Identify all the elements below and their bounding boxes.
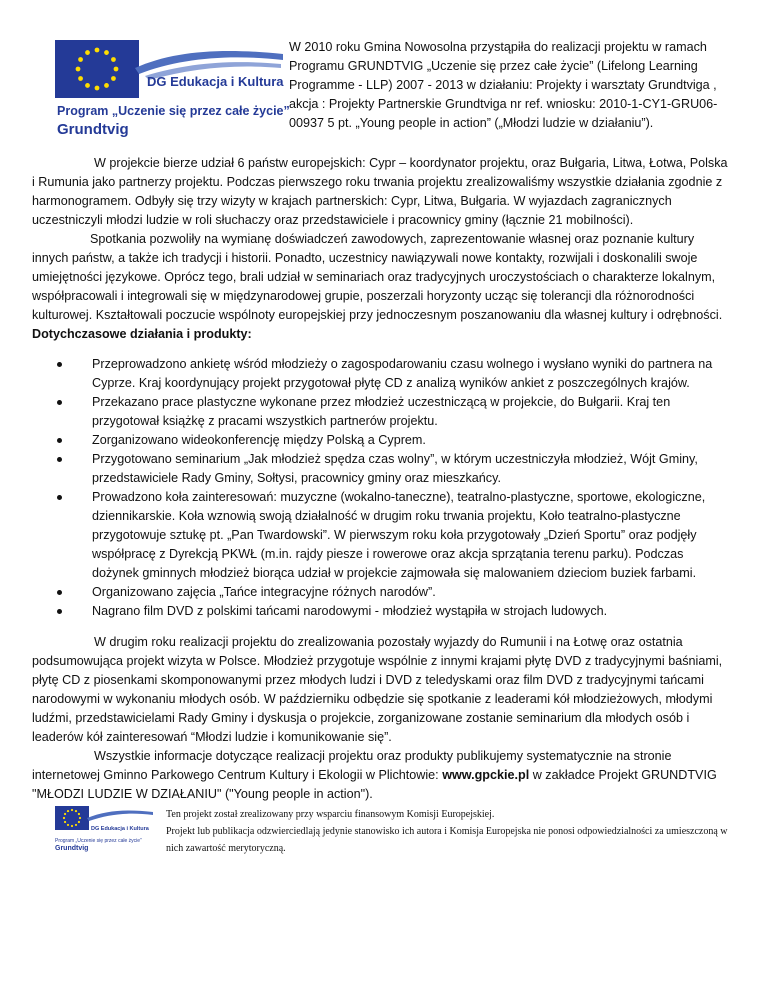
eu-star-icon <box>75 824 77 826</box>
eu-star-icon <box>85 50 90 55</box>
eu-star-icon <box>104 83 109 88</box>
eu-flag-small-icon <box>55 806 89 830</box>
eu-star-icon <box>67 824 69 826</box>
eu-star-icon <box>114 67 119 72</box>
eu-star-icon <box>71 809 73 811</box>
eu-star-icon <box>78 57 83 62</box>
footer-logo <box>55 806 155 850</box>
eu-star-icon <box>64 821 66 823</box>
eu-star-icon <box>95 48 100 53</box>
list-item-text: Zorganizowano wideokonferencję między Polską a Cyprem. <box>92 433 426 447</box>
paragraph-website <box>32 747 732 804</box>
intro-paragraph <box>289 38 729 133</box>
footer-disclaimer <box>166 806 736 857</box>
list-item <box>92 488 732 583</box>
bullet-icon <box>57 590 62 595</box>
paragraph-second-year: W drugim roku realizacji projektu do zrealizowania pozostały wyjazdy do Rumunii i na Łotwę oraz ostatnia podsumowująca projekt wizyta w Polsce. Młodzież przygotuje wspólnie z innymi krajami płytę DVD z tradycyjnymi baśniami, płytę CD z piosenkami skomponowanymi przez młodych ludzi i DVD z teledyskami oraz film DVD z tradycyjnymi tańcami narodowymi w wykonaniu młodych osób. W październiku odbędzie się spotkanie z leaderami kół młodzieżowych, młodymi ludźmi, przedstawicielami Rady Gminy i dyskusja o projekcie, zorganizowane zostanie seminarium dla młodych osób i leaderów kół zainteresowań “Młodzi ludzie i komunikowanie się”. <box>32 635 723 744</box>
list-item <box>92 583 732 602</box>
eu-star-icon <box>78 821 80 823</box>
paragraph-partners: W projekcie bierze udział 6 państw europejskich: Cypr – koordynator projektu, oraz Bułgaria, Litwa, Łotwa, Polska i Rumunia jako partnerzy projektu. Podczas pierwszego roku trwania projektu zrealizowaliśmy wszystkie działania zgodnie z harmonogramem. Odbyły się trzy wizyty w krajach partnerskich: Cypr, Litwa, Bułgaria. W wyjazdach zagranicznych uczestniczyli młodzi ludzie w roli słuchaczy oraz przedstawiciele i pracownicy gminy (łącznie 21 mobilności). <box>32 156 728 227</box>
main-content <box>32 154 732 804</box>
bullet-icon <box>57 400 62 405</box>
activities-list <box>32 355 732 621</box>
eu-star-icon <box>79 817 81 819</box>
footer-program-label: Program „Uczenie się przez całe życie” <box>55 838 142 844</box>
list-item-text: Przekazano prace plastyczne wykonane przez młodzież uczestniczącą w projekcie, do Bułgarii. Kraj ten przygotował książkę z pracami wszystkich partnerów projektu. <box>92 395 671 428</box>
eu-star-icon <box>111 76 116 81</box>
program-label: Program „Uczenie się przez całe życie” <box>57 104 290 118</box>
list-item-text: Przygotowano seminarium „Jak młodzież spędza czas wolny”, w którym uczestniczyła młodzież, Wójt Gminy, przedstawiciele Rady Gminy, Sołtysi, pracownicy gminy oraz mieszkańcy. <box>92 452 698 485</box>
list-item-text: Organizowano zajęcia „Tańce integracyjne różnych narodów”. <box>92 585 436 599</box>
website-link[interactable]: www.gpckie.pl <box>442 768 530 782</box>
website-text-before: Wszystkie informacje dotyczące realizacji projektu oraz produkty publikujemy systematycznie na stronie internetowej Gminno Parkowego Centrum Kultury i Ekologii w Plichtowie: <box>32 749 672 782</box>
list-item <box>92 431 732 450</box>
bullet-icon <box>57 362 62 367</box>
paragraph-meetings: Spotkania pozwoliły na wymianę doświadczeń zawodowych, zaprezentowanie własnej oraz poznanie kultury innych państw, a także ich tradycji i historii. Ponadto, uczestnicy nawiązywali nowe kontakty, rozwijali i doskonalili swoje umiejętności językowe. Oprócz tego, brali udział w seminariach oraz tradycyjnych uroczystościach o charakterze lokalnym, współpracowali i integrowali się w międzynarodowej grupie, poszerzali horyzonty ucząc się tolerancji dla różnorodności kulturowej. Kształtowali poczucie wspólnoty europejskiej przy jednoczesnym poszanowaniu dla własnej kultury i odrębności. <box>32 232 723 322</box>
list-item-text: Przeprowadzono ankietę wśród młodzieży o zagospodarowaniu czasu wolnego i wysłano wyniki do partnera na Cyprze. Kraj koordynujący projekt przygotował płytę CD z analizą wyników ankiet z poszczególnych krajów. <box>92 357 713 390</box>
footer-brand-label: DG Edukacja i Kultura <box>91 826 149 832</box>
list-item <box>92 355 732 393</box>
eu-star-icon <box>67 810 69 812</box>
eu-star-icon <box>104 50 109 55</box>
eu-star-icon <box>85 83 90 88</box>
eu-star-icon <box>95 86 100 91</box>
website-text-after: w zakładce Projekt GRUNDTVIG "MŁODZI LUDZIE W DZIAŁANIU" ("Young people in action"). <box>32 768 717 801</box>
bullet-icon <box>57 495 62 500</box>
section-heading: Dotychczasowe działania i produkty: <box>32 327 252 341</box>
footer-grundtvig-label: Grundtvig <box>55 845 89 852</box>
list-item <box>92 602 732 621</box>
eu-star-icon <box>78 76 83 81</box>
eu-star-icon <box>64 813 66 815</box>
grundtvig-label: Grundtvig <box>57 121 129 138</box>
bullet-icon <box>57 438 62 443</box>
eu-star-icon <box>71 825 73 827</box>
eu-star-icon <box>76 67 81 72</box>
eu-star-icon <box>75 810 77 812</box>
eu-star-icon <box>111 57 116 62</box>
eu-star-icon <box>78 813 80 815</box>
list-item-text: Nagrano film DVD z polskimi tańcami narodowymi - młodzież wystąpiła w strojach ludowych. <box>92 604 608 618</box>
list-item <box>92 450 732 488</box>
footer-line-2: Projekt lub publikacja odzwierciedlają jedynie stanowisko ich autora i Komisja Europejska nie ponosi odpowiedzialności za umieszczoną w nich zawartość merytoryczną. <box>166 826 728 854</box>
list-item <box>92 393 732 431</box>
eu-flag-icon <box>55 40 139 98</box>
eu-star-icon <box>63 817 65 819</box>
list-item-text: Prowadzono koła zainteresowań: muzyczne (wokalno-taneczne), teatralno-plastyczne, sportowe, ekologiczne, dziennikarskie. Koła wznowią swoją działalność w drugim roku trwania projektu, Koło teatralno-plastyczne przygotowuje sztukę pt. „Pan Twardowski”. W pierwszym roku koła przygotowały „Dzień Sportu” oraz podjęły współpracę z Dyrekcją PKWŁ (m.in. rajdy piesze i rowerowe oraz akcja sprzątania terenu parku). Podczas dożynek gminnych młodzież biorąca udział w projekcie zajmowała się malowaniem dzieciom buziek farbami. <box>92 490 706 580</box>
footer-line-1: Ten projekt został zrealizowany przy wsparciu finansowym Komisji Europejskiej. <box>166 809 495 820</box>
intro-text: W 2010 roku Gmina Nowosolna przystąpiła do realizacji projektu w ramach Programu GRUNDTVIG „Uczenie się przez całe życie” (Lifelong Learning Programme - LLP) 2007 - 2013 w działaniu: Projekty i warsztaty Grundtviga , akcja : Projekty Partnerskie Grundtviga nr ref. wniosku: 2010-1-CY1-GRU06-00937 5 pt. „Young people in action” („Młodzi ludzie w działaniu”). <box>289 40 718 130</box>
bullet-icon <box>57 609 62 614</box>
bullet-icon <box>57 457 62 462</box>
grundtvig-logo <box>55 40 290 140</box>
dg-brand-label: DG Edukacja i Kultura <box>147 74 284 89</box>
